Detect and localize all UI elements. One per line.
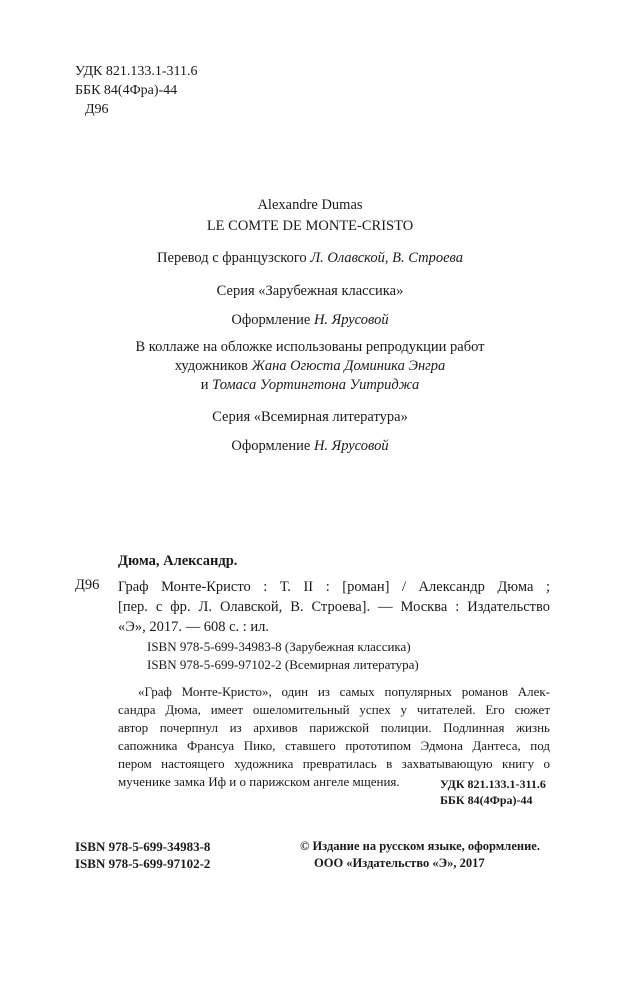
translation-prefix: Перевод с французского [157, 250, 311, 266]
annotation-line: «Граф Монте-Кристо», один из самых популярных романов Алек- [138, 684, 550, 699]
design-prefix: Оформление [231, 312, 314, 328]
catalog-classification-codes [440, 776, 546, 808]
bbk-code: ББК 84(4Фра)-44 [75, 83, 178, 98]
annotation-line: сапожника Франсуа Пико, ставшего прототипом Эдмона Дантеса, под [118, 738, 550, 753]
isbn-line: ISBN 978-5-699-97102-2 (Всемирная литература) [147, 657, 419, 672]
bibliographic-description [118, 577, 550, 637]
annotation-line: мученике замка Иф и о парижском ангеле мщения. [118, 774, 400, 789]
annotation [118, 683, 550, 791]
original-author: Alexandre Dumas [257, 197, 363, 213]
copyright-line: © Издание на русском языке, оформление. [300, 839, 540, 853]
artist-2: Томаса Уортингтона Уитриджа [212, 377, 420, 393]
description-line: Граф Монте-Кристо : Т. II : [роман] / Александр Дюма ; [118, 579, 550, 595]
translators: Л. Олавской, В. Строева [310, 250, 463, 266]
copyright-line: ООО «Издательство «Э», 2017 [314, 856, 485, 870]
author-mark: Д96 [85, 102, 109, 117]
udk-code: УДК 821.133.1-311.6 [440, 777, 546, 791]
copyright-notice [300, 838, 540, 872]
artist-1: Жана Огюста Доминика Энгра [251, 358, 446, 374]
catalog-author-code: Д96 [75, 577, 100, 593]
catalog-isbn-list [147, 638, 419, 674]
cover-note-line-1: В коллаже на обложке использованы репродукции работ [135, 339, 485, 355]
designer-name: Н. Ярусовой [313, 438, 389, 454]
description-line: «Э», 2017. — 608 с. : ил. [118, 619, 270, 635]
description-line: [пер. с фр. Л. Олавской, В. Строева]. — Москва : Издательство [118, 599, 550, 615]
annotation-line: пером настоящего художника превратилась в захватывающую книгу о [118, 756, 550, 771]
design-prefix: Оформление [231, 438, 314, 454]
top-classification-codes [75, 62, 198, 119]
udk-code: УДК 821.133.1-311.6 [75, 64, 198, 79]
original-title: LE COMTE DE MONTE-CRISTO [206, 218, 414, 234]
annotation-line: автор почерпнул из архивов парижской полиции. Подлинная жизнь [118, 720, 550, 735]
designer-name: Н. Ярусовой [313, 312, 389, 328]
isbn-line: ISBN 978-5-699-97102-2 [75, 856, 211, 871]
isbn-line: ISBN 978-5-699-34983-8 [75, 839, 211, 854]
bbk-code: ББК 84(4Фра)-44 [440, 793, 533, 807]
design-credit-2 [0, 438, 620, 455]
cover-note-prefix: и [200, 377, 213, 393]
cover-note-line-3 [0, 377, 620, 394]
annotation-line: сандра Дюма, имеет ошеломительный успех у читателей. Его сюжет [118, 702, 550, 717]
isbn-line: ISBN 978-5-699-34983-8 (Зарубежная классика) [147, 639, 411, 654]
cover-note-line-2 [0, 358, 620, 375]
catalog-author-heading: Дюма, Александр. [118, 553, 238, 569]
design-credit-1 [0, 312, 620, 329]
series-foreign-classics: Серия «Зарубежная классика» [216, 283, 404, 299]
footer-isbn-list [75, 838, 210, 872]
series-world-literature: Серия «Всемирная литература» [212, 409, 408, 425]
cover-note-prefix: художников [174, 358, 252, 374]
translation-credit [0, 250, 620, 267]
